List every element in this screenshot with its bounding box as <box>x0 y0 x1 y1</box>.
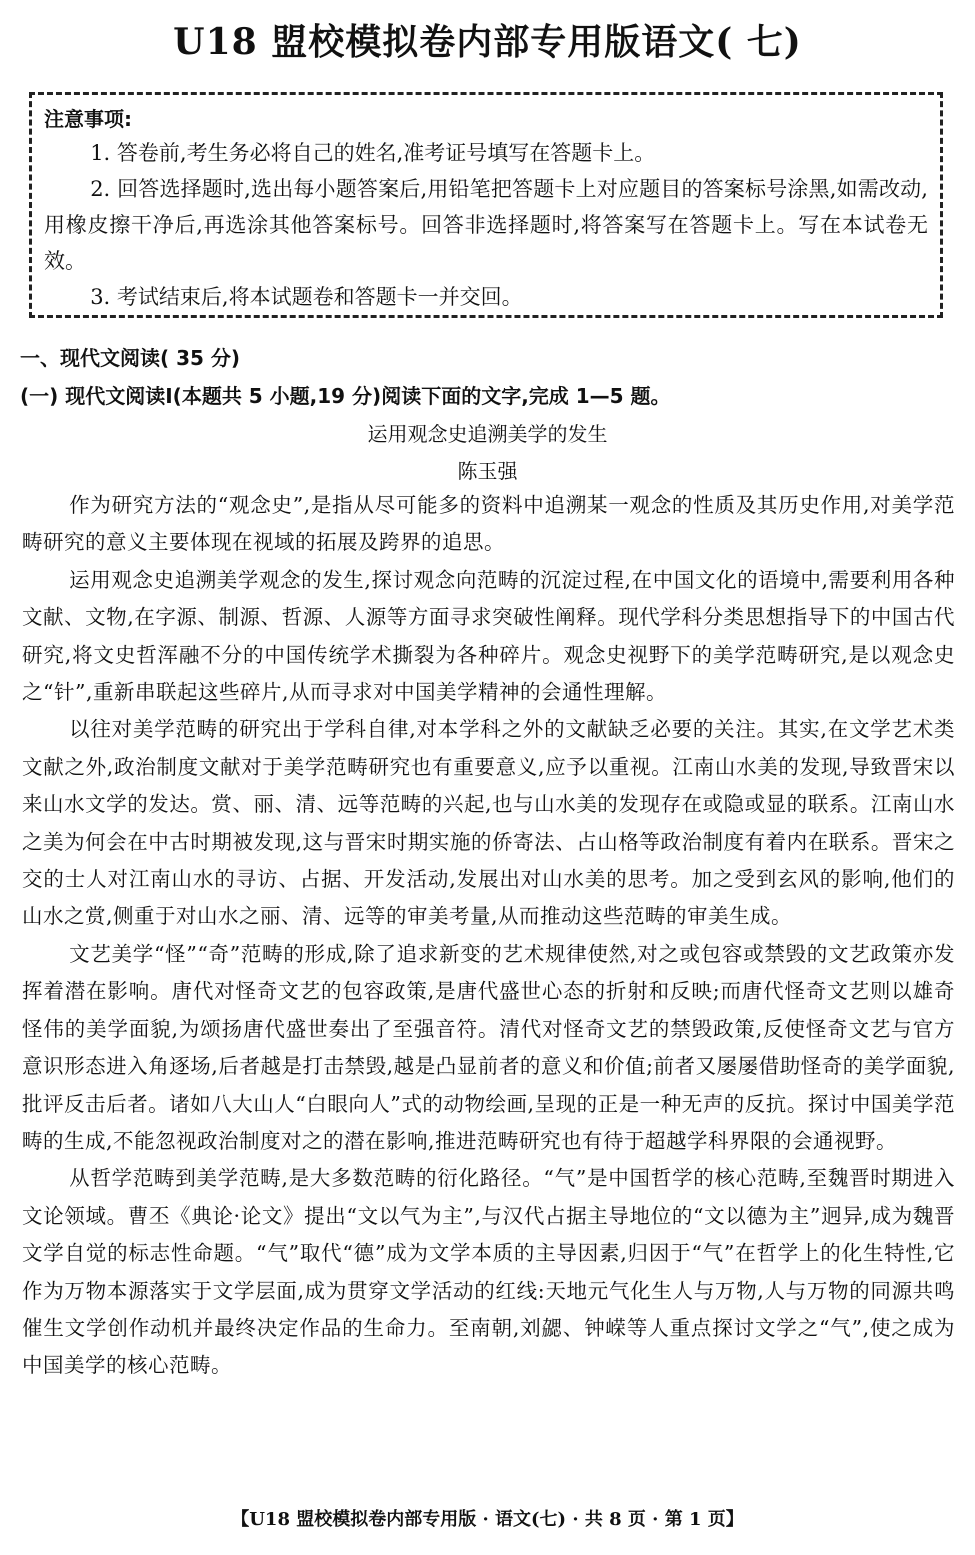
notice-box <box>29 92 943 318</box>
page-title: U18 盟校模拟卷内部专用版语文( 七) <box>173 21 802 63</box>
article-paragraph: 文艺美学“怪”“奇”范畴的形成,除了追求新变的艺术规律使然,对之或包容或禁毁的文艺政策亦发挥着潜在影响。唐代对怪奇文艺的包容政策,是唐代盛世心态的折射和反映;而唐代怪奇文艺则以雄奇怪伟的美学面貌,为颂扬唐代盛世奏出了至强音符。清代对怪奇文艺的禁毁政策,反使怪奇文艺与官方意识形态进入角逐场,后者越是打击禁毁,越是凸显前者的意义和价值;前者又屡屡借助怪奇的美学面貌,批评反击后者。诸如八大山人“白眼向人”式的动物绘画,呈现的正是一种无声的反抗。探讨中国美学范畴的生成,不能忽视政治制度对之的潜在影响,推进范畴研究也有待于超越学科界限的会通视野。 <box>22 941 955 1153</box>
article-paragraph: 运用观念史追溯美学观念的发生,探讨观念向范畴的沉淀过程,在中国文化的语境中,需要利用各种文献、文物,在字源、制源、哲源、人源等方面寻求突破性阐释。现代学科分类思想指导下的中国古代研究,将文史哲浑融不分的中国传统学术撕裂为各种碎片。观念史视野下的美学范畴研究,是以观念史之“针”,重新串联起这些碎片,从而寻求对中国美学精神的会通性理解。 <box>22 567 955 705</box>
article-paragraph: 以往对美学范畴的研究出于学科自律,对本学科之外的文献缺乏必要的关注。其实,在文学艺术类文献之外,政治制度文献对于美学范畴研究也有重要意义,应予以重视。江南山水美的发现,导致晋宋以来山水文学的发达。赏、丽、清、远等范畴的兴起,也与山水美的发现存在或隐或显的联系。江南山水之美为何会在中古时期被发现,这与晋宋时期实施的侨寄法、占山格等政治制度有着内在联系。晋宋之交的士人对江南山水的寻访、占据、开发活动,发展出对山水美的思考。加之受到玄风的影响,他们的山水之赏,侧重于对山水之丽、清、远等的审美考量,从而推动这些范畴的审美生成。 <box>22 717 955 929</box>
page-footer: 【U18 盟校模拟卷内部专用版 · 语文(七) · 共 8 页 · 第 1 页】 <box>231 1509 744 1530</box>
article-body <box>22 487 955 1385</box>
notice-item: 1. 答卷前,考生务必将自己的姓名,准考证号填写在答题卡上。 <box>90 141 656 165</box>
notice-title: 注意事项: <box>44 107 132 131</box>
article-paragraph: 从哲学范畴到美学范畴,是大多数范畴的衍化路径。“气”是中国哲学的核心范畴,至魏晋时期进入文论领域。曹丕《典论·论文》提出“文以气为主”,与汉代占据主导地位的“文以德为主”迥异,成为魏晋文学自觉的标志性命题。“气”取代“德”成为文学本质的主导因素,归因于“气”在哲学上的化生特性,它作为万物本源落实于文学层面,成为贯穿文学活动的红线:天地元气化生人与万物,人与万物的同源共鸣催生文学创作动机并最终决定作品的生命力。至南朝,刘勰、钟嵘等人重点探讨文学之“气”,使之成为中国美学的核心范畴。 <box>22 1166 955 1378</box>
article-paragraph: 作为研究方法的“观念史”,是指从尽可能多的资料中追溯某一观念的性质及其历史作用,对美学范畴研究的意义主要体现在视域的拓展及跨界的追思。 <box>22 493 955 555</box>
section-heading: 一、现代文阅读( 35 分) <box>20 346 241 370</box>
notice-item: 3. 考试结束后,将本试题卷和答题卡一并交回。 <box>90 285 523 309</box>
section-subheading: (一) 现代文阅读Ⅰ(本题共 5 小题,19 分)阅读下面的文字,完成 1—5 题。 <box>20 384 671 408</box>
notice-item: 2. 回答选择题时,选出每小题答案后,用铅笔把答题卡上对应题目的答案标号涂黑,如需改动,用橡皮擦干净后,再选涂其他答案标号。回答非选择题时,将答案写在答题卡上。写在本试卷无效。 <box>44 177 928 273</box>
article-title: 运用观念史追溯美学的发生 <box>367 422 608 446</box>
article-author: 陈玉强 <box>457 459 518 483</box>
